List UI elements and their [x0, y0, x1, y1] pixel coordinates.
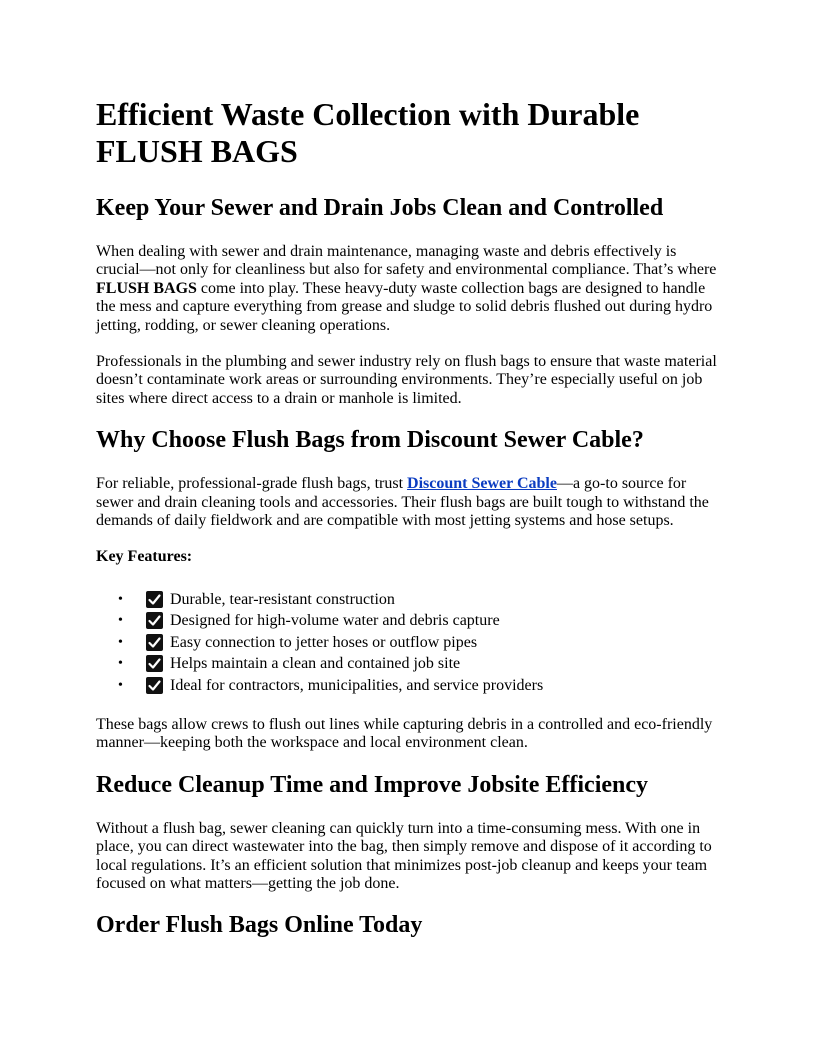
- trust-paragraph: [96, 475, 720, 530]
- checkmark-box-icon: [146, 591, 163, 608]
- document-page: [96, 96, 720, 960]
- section-heading-reduce-cleanup: Reduce Cleanup Time and Improve Jobsite Efficiency: [96, 771, 649, 798]
- feature-item: [96, 675, 720, 696]
- feature-text: Designed for high-volume water and debris capture: [170, 612, 500, 630]
- bullet-icon: •: [118, 656, 123, 672]
- bullet-icon: •: [118, 591, 123, 607]
- trust-text-end: —a go-to source for sewer and drain cleaning tools and accessories. Their flush bags are built tough to withstand the demands of daily fieldwork and are compatible with most jetting systems and hose setups.: [96, 475, 709, 530]
- intro-text-start: When dealing with sewer and drain maintenance, managing waste and debris effectively is crucial—not only for cleanliness but also for safety and environmental compliance. That’s where: [96, 243, 717, 279]
- key-features-heading: Key Features:: [96, 548, 193, 566]
- checkmark-box-icon: [146, 612, 163, 629]
- feature-text: Helps maintain a clean and contained job site: [170, 655, 461, 673]
- section-heading-keep-clean: Keep Your Sewer and Drain Jobs Clean and Controlled: [96, 195, 664, 221]
- checkmark-box-icon: [146, 677, 163, 694]
- feature-item: [96, 610, 720, 631]
- checkmark-box-icon: [146, 655, 163, 672]
- feature-text: Ideal for contractors, municipalities, and service providers: [170, 676, 544, 694]
- bullet-icon: •: [118, 634, 123, 650]
- cleanup-paragraph: Without a flush bag, sewer cleaning can quickly turn into a time-consuming mess. With one in place, you can direct wastewater into the bag, then simply remove and dispose of it according to local regulations. It’s an efficient solution that minimizes post-job cleanup and keeps your team focused on what matters—getting the job done.: [96, 819, 712, 892]
- intro-text-end: come into play. These heavy-duty waste collection bags are designed to handle the mess and capture everything from grease and sludge to solid debris flushed out during hydro jetting, rodding, or sewer cleaning operations.: [96, 279, 713, 334]
- bullet-icon: •: [118, 613, 123, 629]
- flush-bags-bold: FLUSH BAGS: [96, 279, 197, 297]
- feature-item: [96, 589, 720, 610]
- feature-text: Easy connection to jetter hoses or outflow pipes: [170, 633, 478, 651]
- section-heading-why-choose: Why Choose Flush Bags from Discount Sewer Cable?: [96, 427, 644, 454]
- trust-text-start: For reliable, professional-grade flush bags, trust: [96, 475, 408, 493]
- closing-paragraph: These bags allow crews to flush out lines while capturing debris in a controlled and eco-friendly manner—keeping both the workspace and local environment clean.: [96, 715, 713, 752]
- bullet-icon: •: [118, 677, 123, 693]
- intro-paragraph: [96, 243, 720, 335]
- page-title: Efficient Waste Collection with Durable FLUSH BAGS: [96, 96, 640, 169]
- professionals-paragraph: Professionals in the plumbing and sewer industry rely on flush bags to ensure that waste material doesn’t contaminate work areas or surrounding environments. They’re especially useful on job sites where direct access to a drain or manhole is limited.: [96, 353, 717, 407]
- feature-item: [96, 653, 720, 674]
- discount-sewer-cable-link[interactable]: Discount Sewer Cable: [407, 475, 557, 493]
- key-features-list: [96, 589, 720, 696]
- checkmark-box-icon: [146, 634, 163, 651]
- section-heading-order-online: Order Flush Bags Online Today: [96, 912, 423, 939]
- feature-text: Durable, tear-resistant construction: [170, 590, 395, 608]
- feature-item: [96, 632, 720, 653]
